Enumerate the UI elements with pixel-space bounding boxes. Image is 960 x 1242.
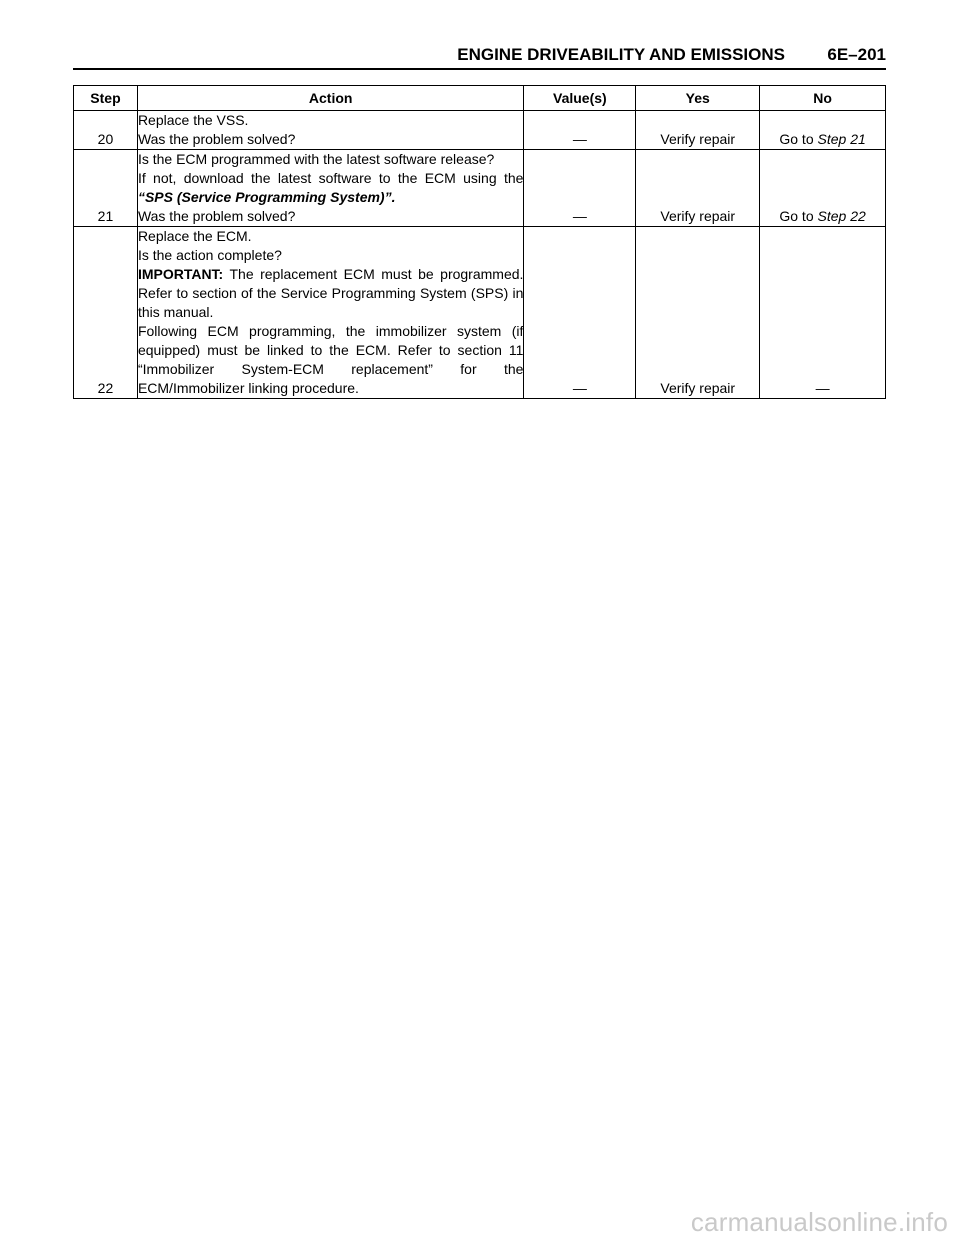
yes-cell: Verify repair <box>636 150 760 227</box>
step-number: 20 <box>74 111 138 150</box>
table-row <box>74 227 886 399</box>
page-header <box>73 44 886 70</box>
table-row <box>74 150 886 227</box>
important-text: The replacement ECM must be programmed. Refer to section of the Service Programming System (SPS) in this manual. <box>137 266 524 320</box>
no-prefix: Go to <box>779 208 818 224</box>
value-cell: — <box>524 111 636 150</box>
action-question: Was the problem solved? <box>137 131 296 147</box>
action-question: Was the problem solved? <box>137 208 296 224</box>
diagnostic-table <box>73 85 886 399</box>
action-paragraph <box>138 169 523 207</box>
column-header-values: Value(s) <box>524 86 636 111</box>
no-cell <box>760 111 886 150</box>
important-label: IMPORTANT: <box>137 266 224 282</box>
column-header-action: Action <box>137 86 523 111</box>
important-note <box>138 265 523 322</box>
table-row <box>74 111 886 150</box>
column-header-no: No <box>760 86 886 111</box>
page-number: 6E–201 <box>827 45 886 64</box>
action-line: Replace the VSS. <box>137 112 249 128</box>
step-link[interactable]: Step 22 <box>817 208 866 224</box>
step-number: 22 <box>74 227 138 399</box>
action-cell <box>137 227 523 399</box>
value-cell: — <box>524 150 636 227</box>
action-line: Replace the ECM. <box>137 228 252 244</box>
yes-cell: Verify repair <box>636 227 760 399</box>
action-paragraph: Following ECM programming, the immobilizer system (if equipped) must be linked to the ECM. Refer to section 11 “Immobilizer System-ECM replacement” for the ECM/Immobilizer linking procedure. <box>137 323 524 396</box>
table-header-row <box>74 86 886 111</box>
action-question: Is the action complete? <box>137 247 282 263</box>
section-title: ENGINE DRIVEABILITY AND EMISSIONS <box>457 45 785 64</box>
action-cell <box>137 150 523 227</box>
column-header-yes: Yes <box>636 86 760 111</box>
value-cell: — <box>524 227 636 399</box>
action-paragraph: Is the ECM programmed with the latest software release? <box>137 151 495 167</box>
action-cell <box>137 111 523 150</box>
no-cell <box>760 150 886 227</box>
no-prefix: Go to <box>779 131 818 147</box>
step-link[interactable]: Step 21 <box>817 131 866 147</box>
column-header-step: Step <box>74 86 138 111</box>
step-number: 21 <box>74 150 138 227</box>
yes-cell: Verify repair <box>636 111 760 150</box>
no-cell: — <box>760 227 886 399</box>
sps-reference-link[interactable]: “SPS (Service Programming System)”. <box>137 189 396 205</box>
watermark: carmanualsonline.info <box>690 1207 948 1237</box>
action-text: If not, download the latest software to the ECM using the <box>137 170 524 186</box>
